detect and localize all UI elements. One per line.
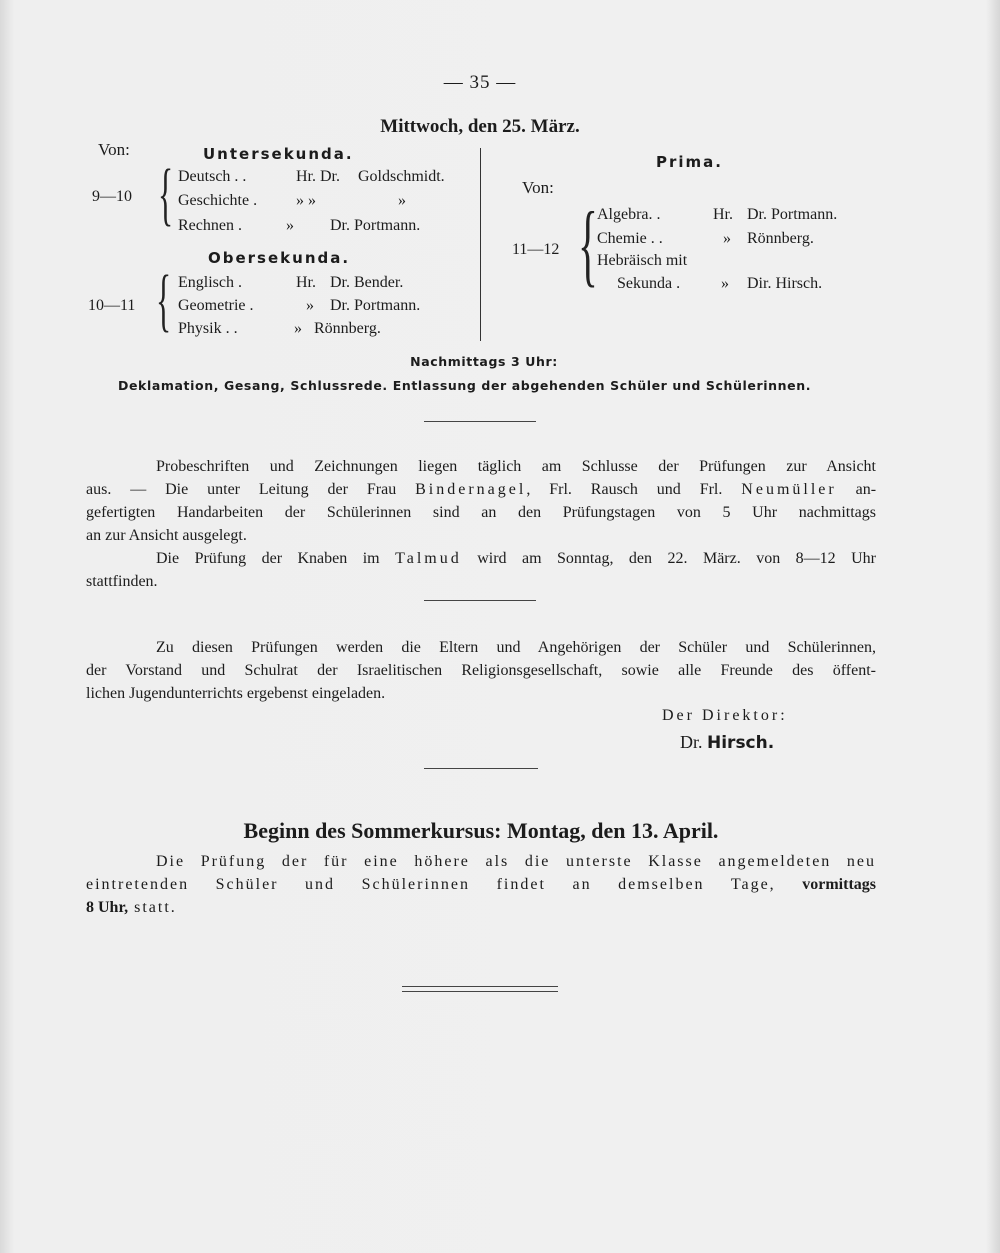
teacher-title: » [721,275,729,292]
teacher-name: Dr. Portmann. [330,297,421,314]
signature-role: Der Direktor: [662,707,788,724]
subject: Deutsch . . [178,168,247,185]
schedule-row [617,275,917,295]
text-line: 8 Uhr, statt. [86,899,177,916]
name-neumueller: Neumüller [741,481,837,498]
schedule-row [178,168,478,188]
schedule-row [597,206,897,226]
time-slot-10-11: 10—11 [88,297,136,314]
class-name-prima: Prima. [656,153,723,171]
teacher-name: Dir. Hirsch. [747,275,823,292]
time-slot-9-10: 9—10 [92,188,132,205]
signature-name: Dr. Hirsch. [680,732,775,753]
text-line: lichen Jugendunterrichts ergebenst eingeladen. [86,685,386,702]
von-label-left: Von: [98,140,130,159]
schedule-row [178,192,478,212]
paragraph-exhibition [86,455,876,593]
text-line: Die Prüfung der für eine höhere als die unterste Klasse angemeldeten neu [156,853,876,870]
teacher-title: » » [296,192,316,209]
text-line: eintretenden Schüler und Schülerinnen findet an demselben Tage, vormittags [86,876,877,893]
teacher-name: » [398,192,406,209]
brace-left-1: { [158,156,174,233]
subject: Physik . . [178,320,238,337]
text-line: Zu diesen Prüfungen werden die Eltern und Angehörigen der Schüler und Schülerinnen, [156,639,876,656]
teacher-title: » [286,217,294,234]
paragraph-invitation [86,636,876,705]
subject: Geometrie . [178,297,254,314]
schedule-row [178,320,478,340]
von-label-right: Von: [522,178,554,197]
subject: Englisch . [178,274,242,291]
schedule-row [178,274,478,294]
double-rule-bottom [402,991,558,992]
teacher-name: Rönnberg. [314,320,381,337]
bold-8-uhr: 8 Uhr, [86,899,129,916]
teacher-title: » [723,230,731,247]
brace-right: { [578,193,598,295]
separator-rule [424,600,536,601]
afternoon-program: Deklamation, Gesang, Schlussrede. Entlassung der abgehenden Schüler und Schülerinnen. [118,378,812,393]
summer-heading: Beginn des Sommerkursus: Montag, den 13. April. [243,818,719,843]
subject: Sekunda . [617,275,681,292]
subject: Hebräisch mit [597,252,688,269]
teacher-title: Hr. [296,274,316,291]
teacher-name: Dr. Portmann. [330,217,421,234]
name-bindernagel: Bindernagel [415,481,527,498]
class-name-untersekunda: Untersekunda. [203,145,354,163]
teacher-name: Dr. Bender. [330,274,404,291]
column-divider [480,148,481,341]
schedule-row [178,217,478,237]
subject: Geschichte . [178,192,258,209]
teacher-name: Goldschmidt. [358,168,445,185]
paragraph-summer [86,850,876,919]
schedule-row [597,252,897,272]
text-line: der Vorstand und Schulrat der Israelitischen Religionsgesellschaft, sowie alle Freunde des öffent- [86,662,876,679]
double-rule-top [402,986,558,987]
text-line: an zur Ansicht ausgelegt. [86,527,247,544]
teacher-title: » [306,297,314,314]
page-number: — 35 — [443,72,517,93]
text-line: aus. — Die unter Leitung der Frau Bindernagel, Frl. Rausch und Frl. Neumüller an- [86,481,877,498]
text-line: gefertigten Handarbeiten der Schülerinnen sind an den Prüfungstagen von 5 Uhr nachmittags [86,504,876,521]
schedule-row [178,297,478,317]
separator-rule [424,768,538,769]
class-name-obersekunda: Obersekunda. [208,249,351,267]
afternoon-title: Nachmittags 3 Uhr: [410,354,558,369]
page-heading: Mittwoch, den 25. März. [380,116,580,137]
subject: Algebra. . [597,206,661,223]
time-slot-11-12: 11—12 [512,241,560,258]
word-talmud: Talmud [395,550,462,567]
text-line: Die Prüfung der Knaben im Talmud wird am Sonntag, den 22. März. von 8—12 Uhr [156,550,877,567]
teacher-title: Hr. [713,206,733,223]
teacher-title: Hr. Dr. [296,168,340,185]
subject: Rechnen . [178,217,242,234]
teacher-name: Rönnberg. [747,230,814,247]
separator-rule [424,421,536,422]
schedule-row [597,230,897,250]
teacher-name: Dr. Portmann. [747,206,838,223]
teacher-title: » [294,320,302,337]
text-line: Probeschriften und Zeichnungen liegen täglich am Schlusse der Prüfungen zur Ansicht [156,458,876,475]
bold-vormittags: vormittags [802,876,877,893]
brace-left-2: { [156,262,172,339]
text-line: stattfinden. [86,573,158,590]
subject: Chemie . . [597,230,663,247]
